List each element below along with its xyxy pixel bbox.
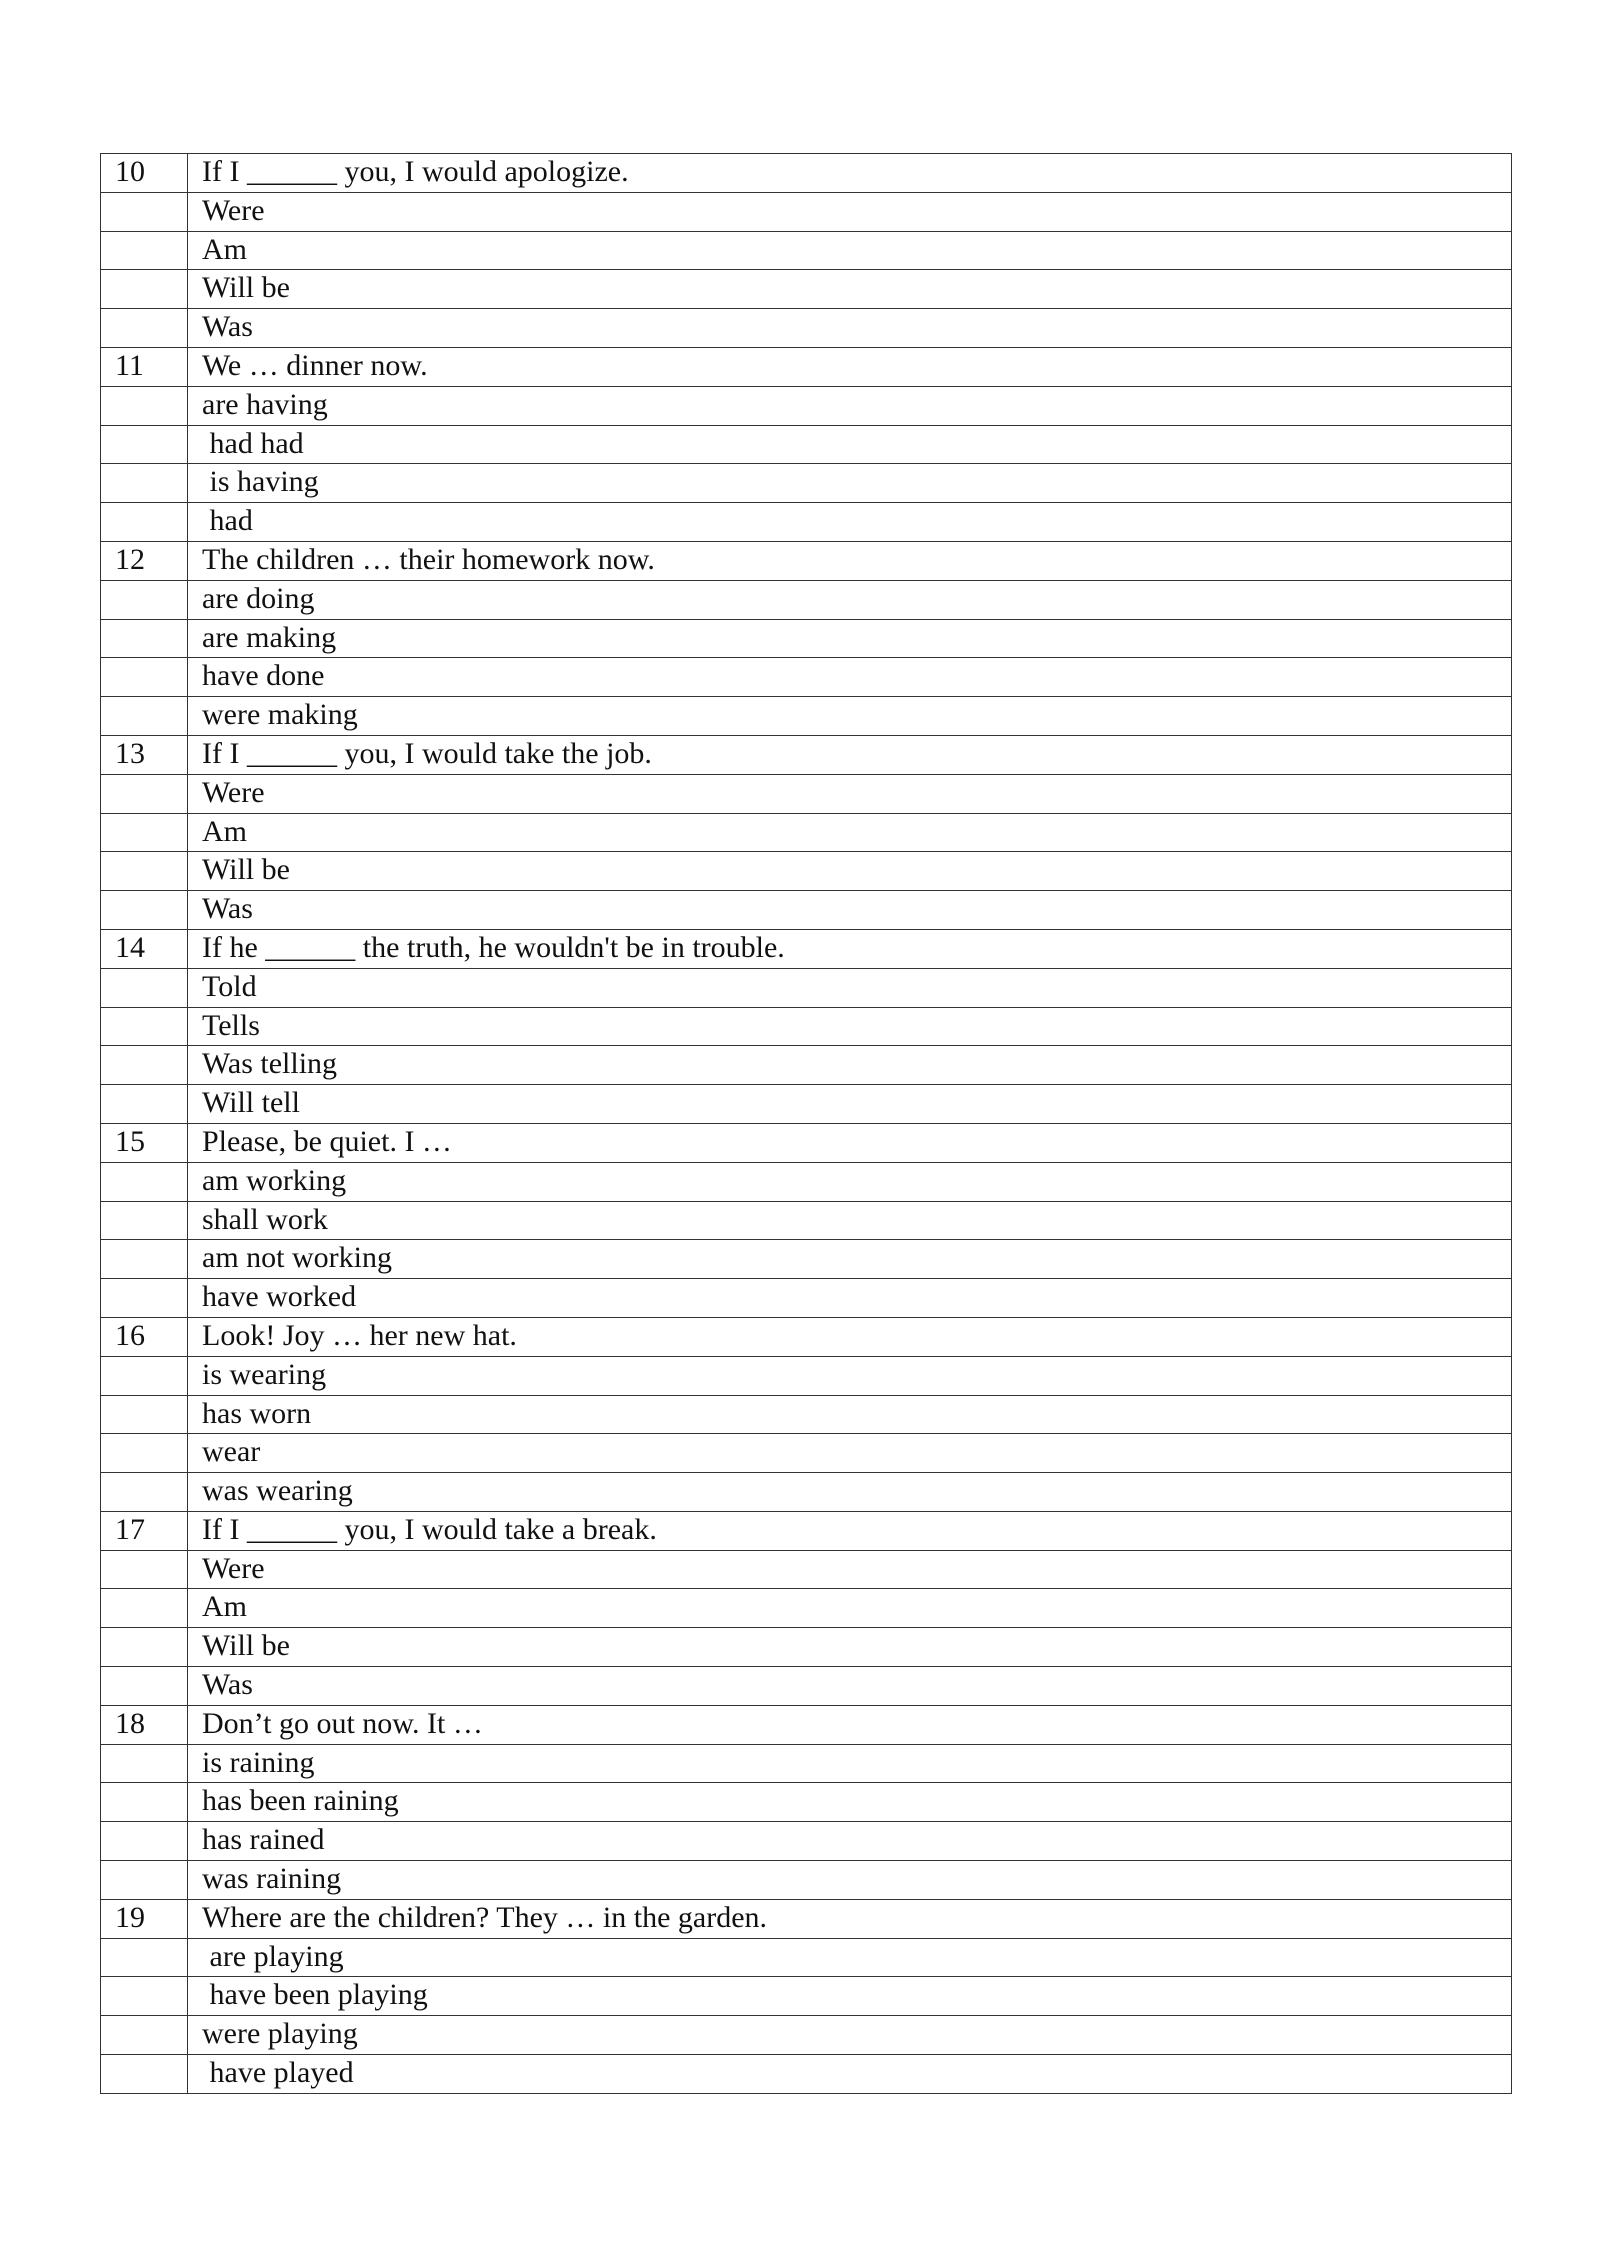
option-number-cell [101, 1046, 188, 1085]
question-row [101, 1705, 1512, 1744]
option-text: Will be [188, 852, 1512, 891]
option-row [101, 580, 1512, 619]
question-text: If he ______ the truth, he wouldn't be in trouble. [188, 929, 1512, 968]
question-number: 13 [101, 735, 188, 774]
option-number-cell [101, 1822, 188, 1861]
option-number-cell [101, 580, 188, 619]
option-text: was raining [188, 1861, 1512, 1900]
option-row [101, 619, 1512, 658]
option-number-cell [101, 464, 188, 503]
option-number-cell [101, 697, 188, 736]
option-text: Tells [188, 1007, 1512, 1046]
option-number-cell [101, 309, 188, 348]
option-text: is wearing [188, 1356, 1512, 1395]
question-number: 17 [101, 1511, 188, 1550]
question-number: 11 [101, 347, 188, 386]
option-row [101, 425, 1512, 464]
option-number-cell [101, 774, 188, 813]
option-row [101, 1085, 1512, 1124]
option-number-cell [101, 619, 188, 658]
option-text: Was telling [188, 1046, 1512, 1085]
option-row [101, 1473, 1512, 1512]
question-text: If I ______ you, I would take a break. [188, 1511, 1512, 1550]
option-number-cell [101, 1861, 188, 1900]
option-text: has rained [188, 1822, 1512, 1861]
option-number-cell [101, 1240, 188, 1279]
option-text: Am [188, 231, 1512, 270]
option-number-cell [101, 1201, 188, 1240]
option-row [101, 697, 1512, 736]
option-number-cell [101, 1279, 188, 1318]
option-row [101, 1395, 1512, 1434]
option-number-cell [101, 852, 188, 891]
option-text: is having [188, 464, 1512, 503]
option-row [101, 1201, 1512, 1240]
option-text: Am [188, 1589, 1512, 1628]
option-text: is raining [188, 1744, 1512, 1783]
question-text: Don’t go out now. It … [188, 1705, 1512, 1744]
option-number-cell [101, 1589, 188, 1628]
option-row [101, 1628, 1512, 1667]
option-row [101, 2016, 1512, 2055]
option-number-cell [101, 231, 188, 270]
option-text: has been raining [188, 1783, 1512, 1822]
option-row [101, 503, 1512, 542]
option-row [101, 891, 1512, 930]
option-text: Was [188, 309, 1512, 348]
option-row [101, 813, 1512, 852]
option-text: are having [188, 386, 1512, 425]
option-row [101, 386, 1512, 425]
question-row [101, 1317, 1512, 1356]
option-number-cell [101, 1395, 188, 1434]
question-text: Please, be quiet. I … [188, 1123, 1512, 1162]
option-text: Were [188, 1550, 1512, 1589]
question-number: 16 [101, 1317, 188, 1356]
option-number-cell [101, 503, 188, 542]
option-row [101, 309, 1512, 348]
option-row [101, 1861, 1512, 1900]
option-text: have worked [188, 1279, 1512, 1318]
option-number-cell [101, 813, 188, 852]
question-text: Where are the children? They … in the garden. [188, 1899, 1512, 1938]
option-text: wear [188, 1434, 1512, 1473]
option-number-cell [101, 386, 188, 425]
option-number-cell [101, 1628, 188, 1667]
option-row [101, 1046, 1512, 1085]
option-row [101, 1744, 1512, 1783]
option-number-cell [101, 2055, 188, 2094]
option-row [101, 658, 1512, 697]
option-number-cell [101, 1744, 188, 1783]
option-row [101, 1356, 1512, 1395]
question-row [101, 735, 1512, 774]
option-row [101, 1822, 1512, 1861]
option-text: Will be [188, 270, 1512, 309]
option-row [101, 192, 1512, 231]
option-row [101, 774, 1512, 813]
option-row [101, 1977, 1512, 2016]
option-text: was wearing [188, 1473, 1512, 1512]
question-number: 14 [101, 929, 188, 968]
option-row [101, 1783, 1512, 1822]
option-text: had [188, 503, 1512, 542]
option-number-cell [101, 2016, 188, 2055]
question-text: The children … their homework now. [188, 541, 1512, 580]
option-row [101, 1550, 1512, 1589]
option-number-cell [101, 270, 188, 309]
question-table-body [101, 154, 1512, 2094]
option-row [101, 1007, 1512, 1046]
option-row [101, 852, 1512, 891]
question-number: 10 [101, 154, 188, 193]
question-number: 19 [101, 1899, 188, 1938]
option-text: Were [188, 774, 1512, 813]
question-row [101, 347, 1512, 386]
option-row [101, 1589, 1512, 1628]
option-text: shall work [188, 1201, 1512, 1240]
option-number-cell [101, 425, 188, 464]
option-row [101, 2055, 1512, 2094]
option-row [101, 231, 1512, 270]
option-row [101, 1434, 1512, 1473]
option-row [101, 1279, 1512, 1318]
option-text: are doing [188, 580, 1512, 619]
option-number-cell [101, 192, 188, 231]
question-row [101, 1899, 1512, 1938]
question-table [100, 153, 1512, 2094]
option-text: had had [188, 425, 1512, 464]
option-row [101, 1162, 1512, 1201]
option-row [101, 464, 1512, 503]
option-number-cell [101, 891, 188, 930]
option-text: Was [188, 1667, 1512, 1706]
question-text: We … dinner now. [188, 347, 1512, 386]
question-row [101, 541, 1512, 580]
option-row [101, 1240, 1512, 1279]
question-text: If I ______ you, I would apologize. [188, 154, 1512, 193]
option-text: am not working [188, 1240, 1512, 1279]
option-number-cell [101, 1356, 188, 1395]
option-text: have done [188, 658, 1512, 697]
option-number-cell [101, 1550, 188, 1589]
question-text: If I ______ you, I would take the job. [188, 735, 1512, 774]
option-number-cell [101, 1938, 188, 1977]
question-number: 15 [101, 1123, 188, 1162]
option-number-cell [101, 1977, 188, 2016]
question-text: Look! Joy … her new hat. [188, 1317, 1512, 1356]
option-text: are making [188, 619, 1512, 658]
question-row [101, 1123, 1512, 1162]
option-text: Were [188, 192, 1512, 231]
option-text: Will tell [188, 1085, 1512, 1124]
option-text: am working [188, 1162, 1512, 1201]
question-number: 18 [101, 1705, 188, 1744]
option-number-cell [101, 658, 188, 697]
option-number-cell [101, 1434, 188, 1473]
option-number-cell [101, 1667, 188, 1706]
question-number: 12 [101, 541, 188, 580]
option-text: Told [188, 968, 1512, 1007]
question-row [101, 154, 1512, 193]
option-number-cell [101, 1085, 188, 1124]
question-row [101, 929, 1512, 968]
question-row [101, 1511, 1512, 1550]
option-text: have played [188, 2055, 1512, 2094]
option-row [101, 270, 1512, 309]
option-text: Am [188, 813, 1512, 852]
option-text: were making [188, 697, 1512, 736]
option-text: Was [188, 891, 1512, 930]
option-number-cell [101, 1473, 188, 1512]
option-text: has worn [188, 1395, 1512, 1434]
option-row [101, 968, 1512, 1007]
option-number-cell [101, 1007, 188, 1046]
option-number-cell [101, 1162, 188, 1201]
option-number-cell [101, 968, 188, 1007]
option-text: Will be [188, 1628, 1512, 1667]
option-text: were playing [188, 2016, 1512, 2055]
option-number-cell [101, 1783, 188, 1822]
option-row [101, 1667, 1512, 1706]
option-text: are playing [188, 1938, 1512, 1977]
option-row [101, 1938, 1512, 1977]
option-text: have been playing [188, 1977, 1512, 2016]
